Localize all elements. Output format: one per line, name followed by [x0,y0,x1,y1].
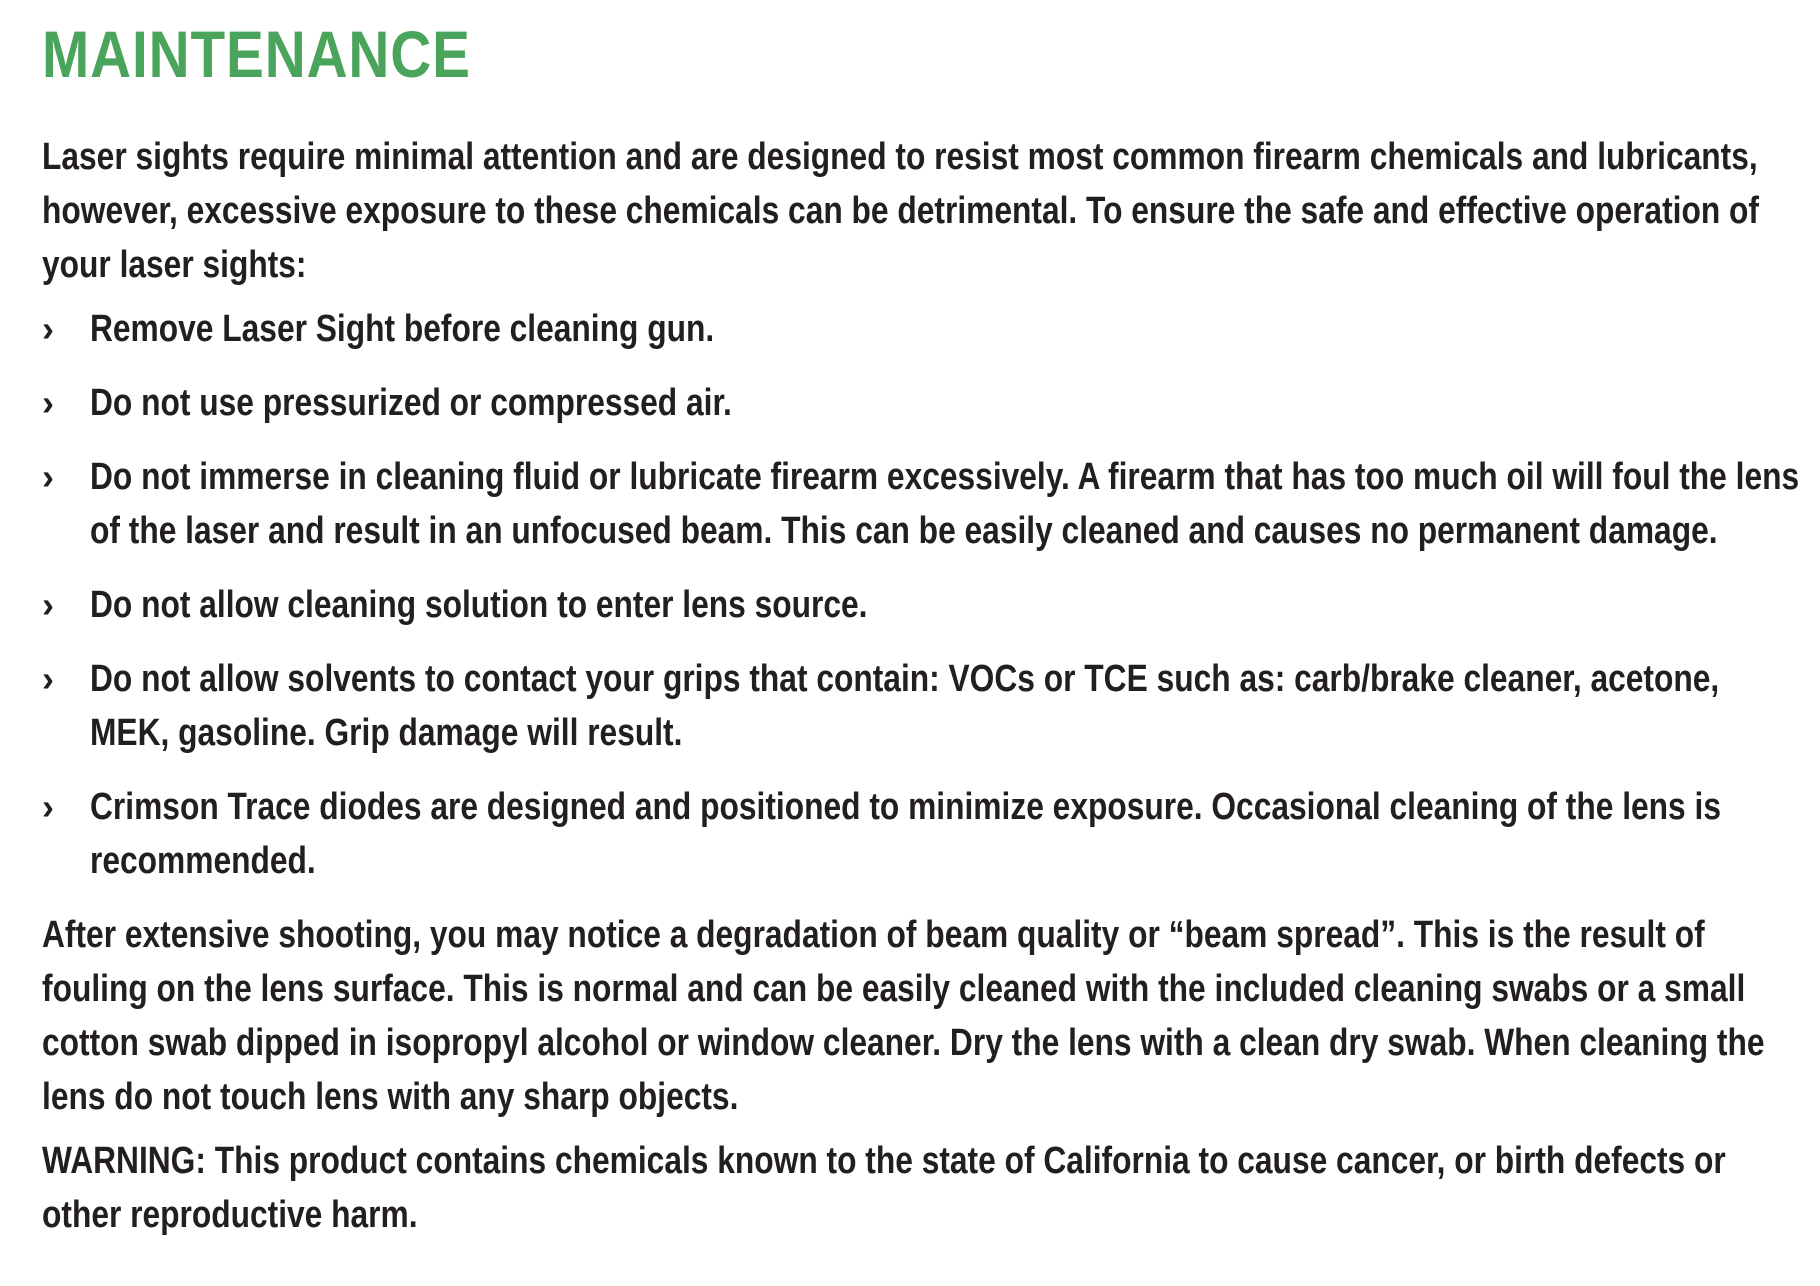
after-shooting-text: After extensive shooting, you may notice a degradation of beam quality or “beam spread”. This is the result of fouling on the lens surface. This is normal and can be easily cleaned with the included cleaning swabs or a small cotton swab dipped in isopropyl alcohol or window cleaner. Dry the lens with a clean dry swab. When cleaning the lens do not touch lens with any sharp objects. [42,914,1765,1118]
chevron-right-icon: › [42,786,54,827]
page-title: MAINTENANCE [42,17,471,91]
list-item [42,450,1802,558]
chevron-right-icon: › [42,584,54,625]
list-item [42,652,1802,760]
maintenance-page [42,14,1802,1242]
list-item [42,578,1802,632]
list-item-text: Crimson Trace diodes are designed and positioned to minimize exposure. Occasional cleaning of the lens is recommended. [90,786,1721,882]
list-item-text: Do not allow solvents to contact your grips that contain: VOCs or TCE such as: carb/brake cleaner, acetone, MEK, gasoline. Grip damage will result. [90,658,1720,754]
chevron-right-icon: › [42,382,54,423]
list-item [42,780,1802,888]
after-shooting-paragraph [42,908,1802,1124]
chevron-right-icon: › [42,456,54,497]
list-item [42,376,1802,430]
intro-paragraph [42,130,1802,292]
chevron-right-icon: › [42,658,54,699]
maintenance-list [42,302,1802,888]
intro-text: Laser sights require minimal attention and are designed to resist most common firearm chemicals and lubricants, however, excessive exposure to these chemicals can be detrimental. To ensure the safe and effective operation of your laser sights: [42,136,1759,286]
list-item-text: Do not immerse in cleaning fluid or lubricate firearm excessively. A firearm that has too much oil will foul the lens of the laser and result in an unfocused beam. This can be easily cleaned and causes no permanent damage. [90,456,1800,552]
list-item-text: Do not use pressurized or compressed air. [90,382,732,424]
list-item-text: Remove Laser Sight before cleaning gun. [90,308,715,350]
list-item [42,302,1802,356]
chevron-right-icon: › [42,308,54,349]
list-item-text: Do not allow cleaning solution to enter lens source. [90,584,868,626]
warning-paragraph [42,1134,1802,1242]
warning-text: WARNING: This product contains chemicals known to the state of California to cause cancer, or birth defects or other reproductive harm. [42,1140,1726,1236]
